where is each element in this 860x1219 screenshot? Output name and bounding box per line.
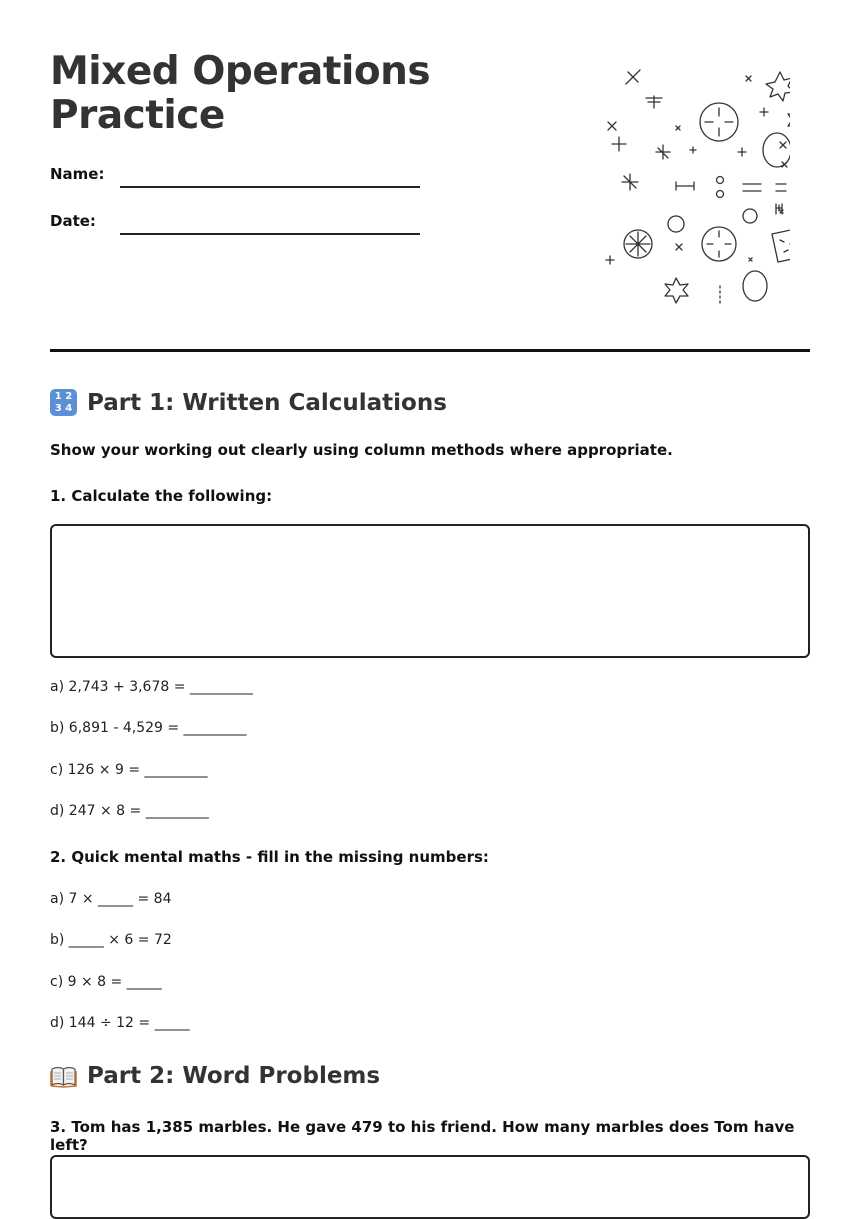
q2-item-b: b) _____ × 6 = 72	[50, 932, 172, 948]
name-field-line[interactable]	[120, 186, 420, 188]
question-2-prompt: 2. Quick mental maths - fill in the missing numbers:	[50, 848, 489, 866]
header-divider	[50, 349, 810, 352]
title-line-2: Practice	[50, 93, 225, 138]
part2-heading	[50, 1062, 380, 1089]
working-out-box-q3[interactable]	[50, 1155, 810, 1219]
working-out-box-q1[interactable]	[50, 524, 810, 658]
question-1-prompt: 1. Calculate the following:	[50, 487, 273, 505]
q1-item-b: b) 6,891 - 4,529 = _________	[50, 720, 247, 736]
open-book-icon	[50, 1062, 77, 1089]
page-title	[50, 50, 430, 138]
q1-item-d: d) 247 × 8 = _________	[50, 803, 209, 819]
math-symbols-doodle-icon	[550, 64, 790, 314]
q1-item-c: c) 126 × 9 = _________	[50, 762, 208, 778]
plus-outline-icon	[612, 70, 670, 190]
part1-instruction: Show your working out clearly using column methods where appropriate.	[50, 441, 673, 459]
part1-heading-text: Part 1: Written Calculations	[87, 389, 447, 416]
part2-heading-text: Part 2: Word Problems	[87, 1062, 381, 1089]
input-numbers-emoji-icon	[50, 389, 77, 416]
emoji-digits-top: 1 2	[54, 391, 73, 402]
emoji-digits-bottom: 3 4	[54, 403, 73, 414]
starburst-icon	[665, 72, 790, 303]
q2-item-a: a) 7 × _____ = 84	[50, 891, 172, 907]
question-3-prompt: 3. Tom has 1,385 marbles. He gave 479 to his friend. How many marbles does Tom have left?	[50, 1118, 795, 1154]
name-label: Name:	[50, 165, 105, 183]
sparkle-icon	[606, 76, 790, 264]
open-book-emoji-icon	[50, 1062, 77, 1089]
worksheet-page	[50, 0, 810, 1161]
date-field-line[interactable]	[120, 233, 420, 235]
date-label: Date:	[50, 212, 96, 230]
q2-item-c: c) 9 × 8 = _____	[50, 974, 162, 990]
circle-dial-icon	[624, 103, 738, 261]
q2-item-d: d) 144 ÷ 12 = _____	[50, 1015, 190, 1031]
title-line-1: Mixed Operations	[50, 49, 431, 94]
q1-item-a: a) 2,743 + 3,678 = _________	[50, 679, 253, 695]
part1-heading	[50, 389, 447, 416]
